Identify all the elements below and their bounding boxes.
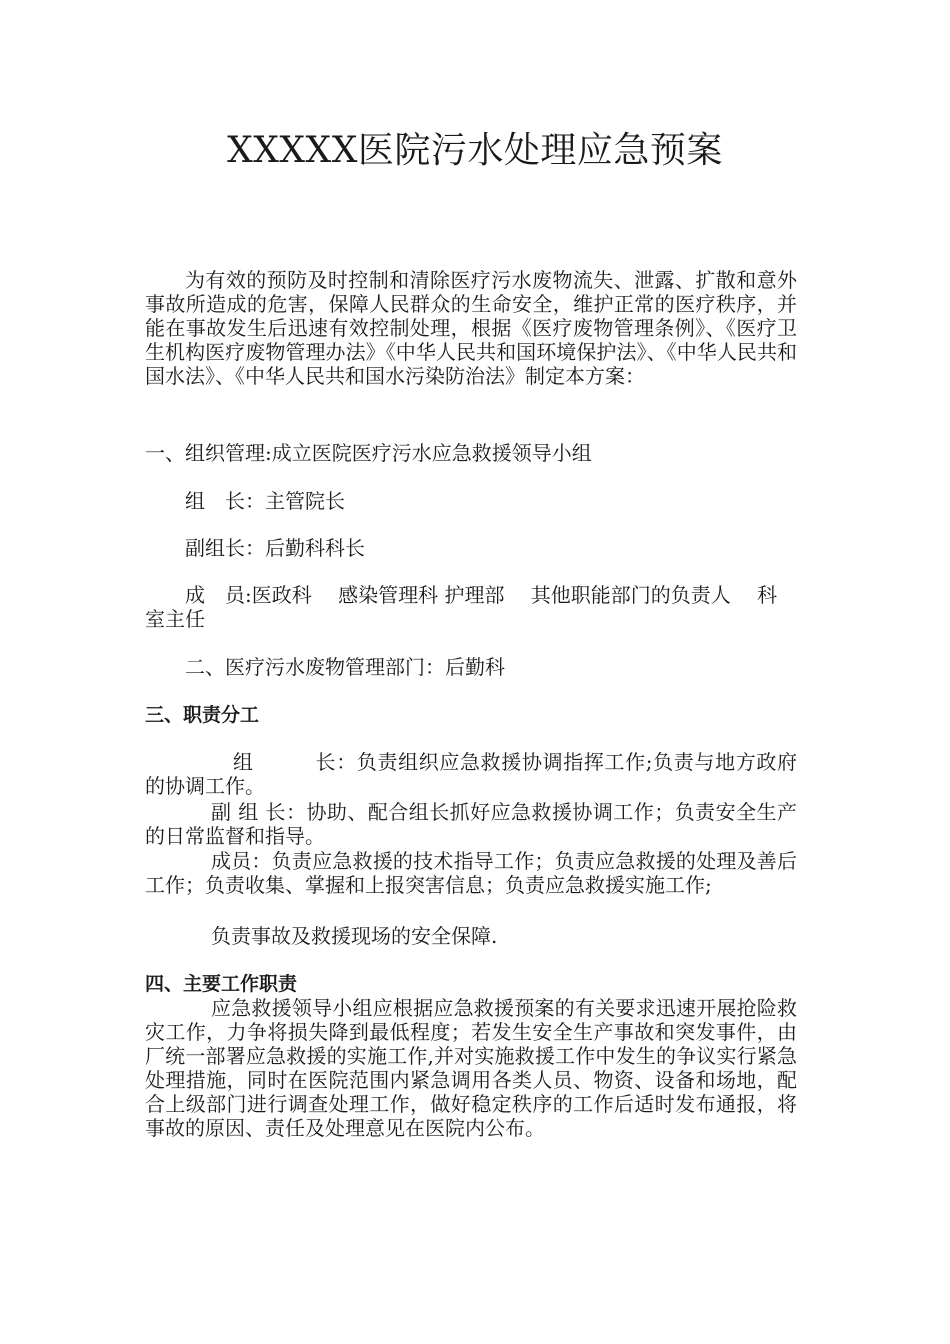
- duty-safety-paragraph: 负责事故及救援现场的安全保障.: [211, 924, 498, 948]
- duty-members-paragraph: 成员：负责应急救援的技术指导工作；负责应急救援的处理及善后工作；负责收集、掌握和上报突害信息；负责应急救援实施工作;: [145, 849, 797, 897]
- section2-line: 二、医疗污水废物管理部门：后勤科: [185, 655, 505, 679]
- leader-line: 组 长：主管院长: [185, 489, 345, 513]
- deputy-leader-line: 副组长：后勤科科长: [185, 536, 365, 560]
- document-title: XXXXX医院污水处理应急预案: [227, 130, 723, 171]
- duty-leader-paragraph: 组 长：负责组织应急救援协调指挥工作;负责与地方政府的协调工作。: [145, 750, 797, 798]
- duty-deputy-paragraph: 副 组 长：协助、配合组长抓好应急救援协调工作；负责安全生产的日常监督和指导。: [145, 800, 797, 848]
- intro-paragraph: 为有效的预防及时控制和清除医疗污水废物流失、泄露、扩散和意外事故所造成的危害，保障人民群众的生命安全，维护正常的医疗秩序，并能在事故发生后迅速有效控制处理，根据《医疗废物管理条例》、《医疗卫生机构医疗废物管理办法》《中华人民共和国环境保护法》、《中华人民共和国水法》、《中华人民共和国水污染防治法》制定本方案：: [145, 268, 797, 388]
- section4-heading: 四、主要工作职责: [145, 973, 298, 995]
- members-line: 成 员:医政科 感染管理科 护理部 其他职能部门的负责人 科室主任: [145, 583, 778, 631]
- section1-heading: 一、组织管理:成立医院医疗污水应急救援领导小组: [145, 441, 592, 465]
- section4-body: 应急救援领导小组应根据应急救援预案的有关要求迅速开展抢险救灾工作，力争将损失降到最低程度；若发生安全生产事故和突发事件，由厂统一部署应急救援的实施工作,并对实施救援工作中发生的争议实行紧急处理措施，同时在医院范围内紧急调用各类人员、物资、设备和场地，配合上级部门进行调查处理工作，做好稳定秩序的工作后适时发布通报，将事故的原因、责任及处理意见在医院内公布。: [145, 996, 797, 1140]
- section3-heading: 三、职责分工: [145, 704, 260, 726]
